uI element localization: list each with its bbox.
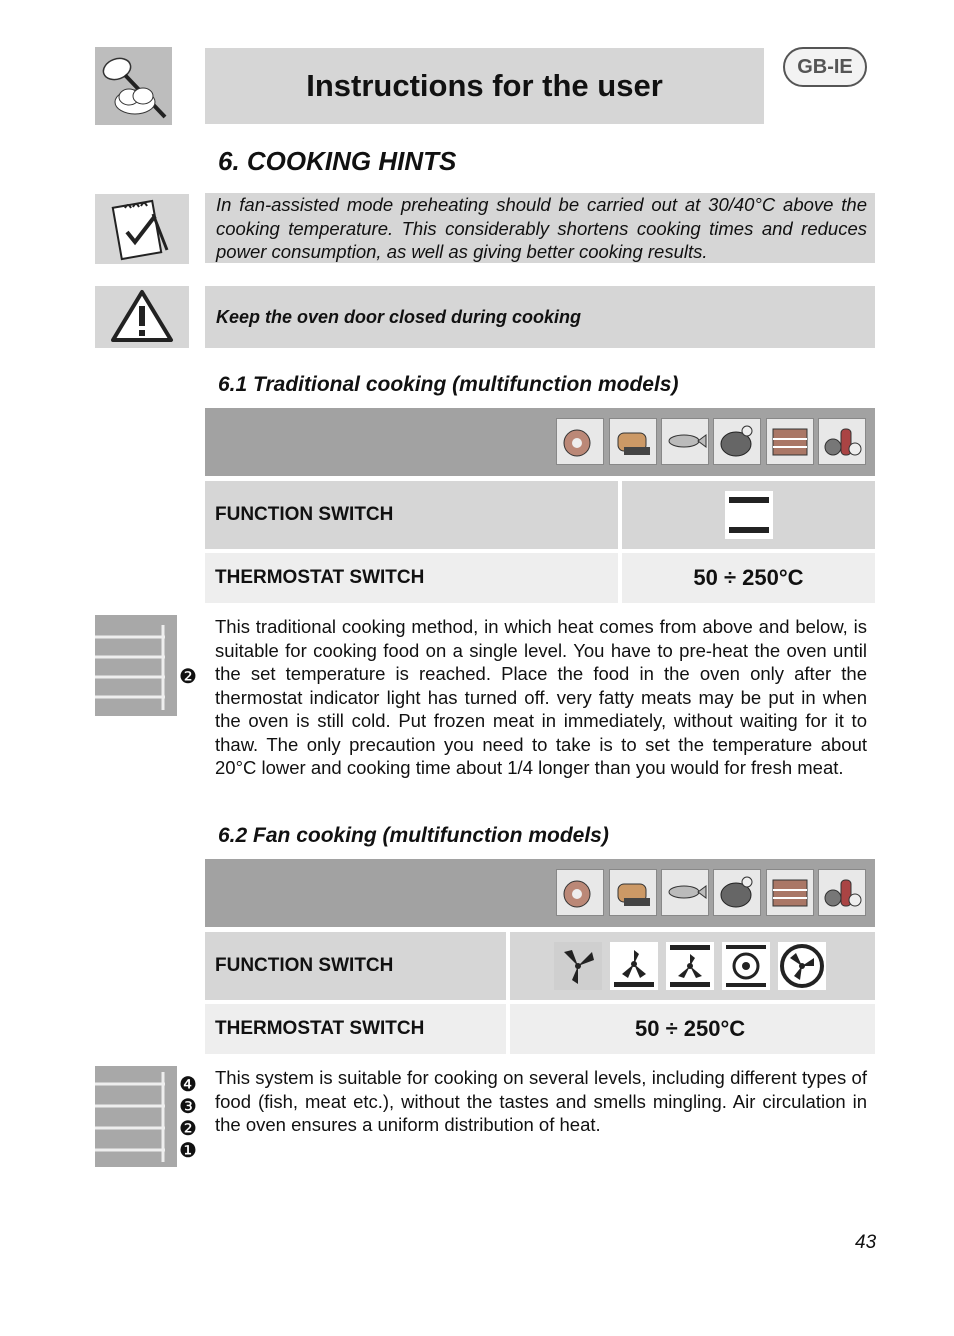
spoon-chef-icon <box>95 47 172 125</box>
fan-top-bottom-heat-icon <box>666 942 714 990</box>
traditional-cooking-title: 6.1 Traditional cooking (multifunction models) <box>218 373 679 396</box>
meat-icon <box>556 869 604 916</box>
vegetables-icon <box>818 418 866 465</box>
thermostat-range: 50 ÷ 250°C <box>622 553 875 603</box>
vegetables-icon <box>818 869 866 916</box>
shelf-level-1: ❶ <box>179 1140 197 1162</box>
poultry-icon <box>713 418 761 465</box>
warning-triangle-icon <box>95 286 189 348</box>
cake-icon <box>766 418 814 465</box>
bread-icon <box>609 418 657 465</box>
traditional-description: This traditional cooking method, in which heat comes from above and below, is suitable for cooking food on a single level. You have to pre-heat the oven until the set temperature is reached. Place the food in the oven only after the thermostat indicator light has turned off. very fatty meats may be put in when the oven is still cold. Put frozen meat in immediately, without waiting for it to thaw. The only precaution you need to take is to set the temperature about 20°C lower and cooking time about 1/4 longer than you would for fresh meat. <box>215 616 867 778</box>
warning-text: Keep the oven door closed during cooking <box>205 286 875 348</box>
top-bottom-heat-icon <box>725 491 773 539</box>
food-icon-bar-traditional <box>205 408 875 476</box>
fan-description: This system is suitable for cooking on several levels, including different types of food (fish, meat etc.), without the tastes and smells mingling. Air circulation in the oven ensures a uniform distribution of heat. <box>215 1067 867 1135</box>
preheating-note: In fan-assisted mode preheating should be carried out at 30/40°C above the cooking temperature. This considerably shortens cooking times and reduces power consumption, as well as giving better cooking results. <box>205 193 875 263</box>
shelf-level-3: ❸ <box>179 1096 197 1118</box>
note-icon-box <box>95 194 189 264</box>
fan-cooking-title: 6.2 Fan cooking (multifunction models) <box>218 824 609 847</box>
page-header-title: Instructions for the user <box>205 48 764 124</box>
bread-icon <box>609 869 657 916</box>
fan-thermostat-range: 50 ÷ 250°C <box>510 1004 875 1054</box>
fan-function-switch-label: FUNCTION SWITCH <box>205 932 506 1000</box>
warning-icon-box <box>95 286 189 348</box>
food-icon-bar-fan <box>205 859 875 927</box>
fish-icon <box>661 418 709 465</box>
fan-circular-heat-icon <box>722 942 770 990</box>
chef-logo <box>95 47 172 125</box>
fan-bottom-heat-icon <box>610 942 658 990</box>
function-switch-label: FUNCTION SWITCH <box>205 481 618 549</box>
shelf-level-2: ❷ <box>179 1118 197 1140</box>
fan-icon <box>554 942 602 990</box>
fan-ring-icon <box>778 942 826 990</box>
fan-function-icons <box>510 932 875 1000</box>
meat-icon <box>556 418 604 465</box>
page-number: 43 <box>855 1232 877 1253</box>
notepad-check-icon <box>95 194 189 264</box>
shelf-level-2: ❷ <box>179 666 197 688</box>
fan-thermostat-switch-label: THERMOSTAT SWITCH <box>205 1004 506 1054</box>
fish-icon <box>661 869 709 916</box>
function-switch-value <box>622 481 875 549</box>
shelf-diagram-multi <box>95 1066 177 1167</box>
cake-icon <box>766 869 814 916</box>
shelf-diagram-single <box>95 615 177 716</box>
thermostat-switch-label: THERMOSTAT SWITCH <box>205 553 618 603</box>
poultry-icon <box>713 869 761 916</box>
region-badge: GB-IE <box>783 47 867 87</box>
shelf-level-4: ❹ <box>179 1074 197 1096</box>
section-title: 6. COOKING HINTS <box>218 146 457 176</box>
